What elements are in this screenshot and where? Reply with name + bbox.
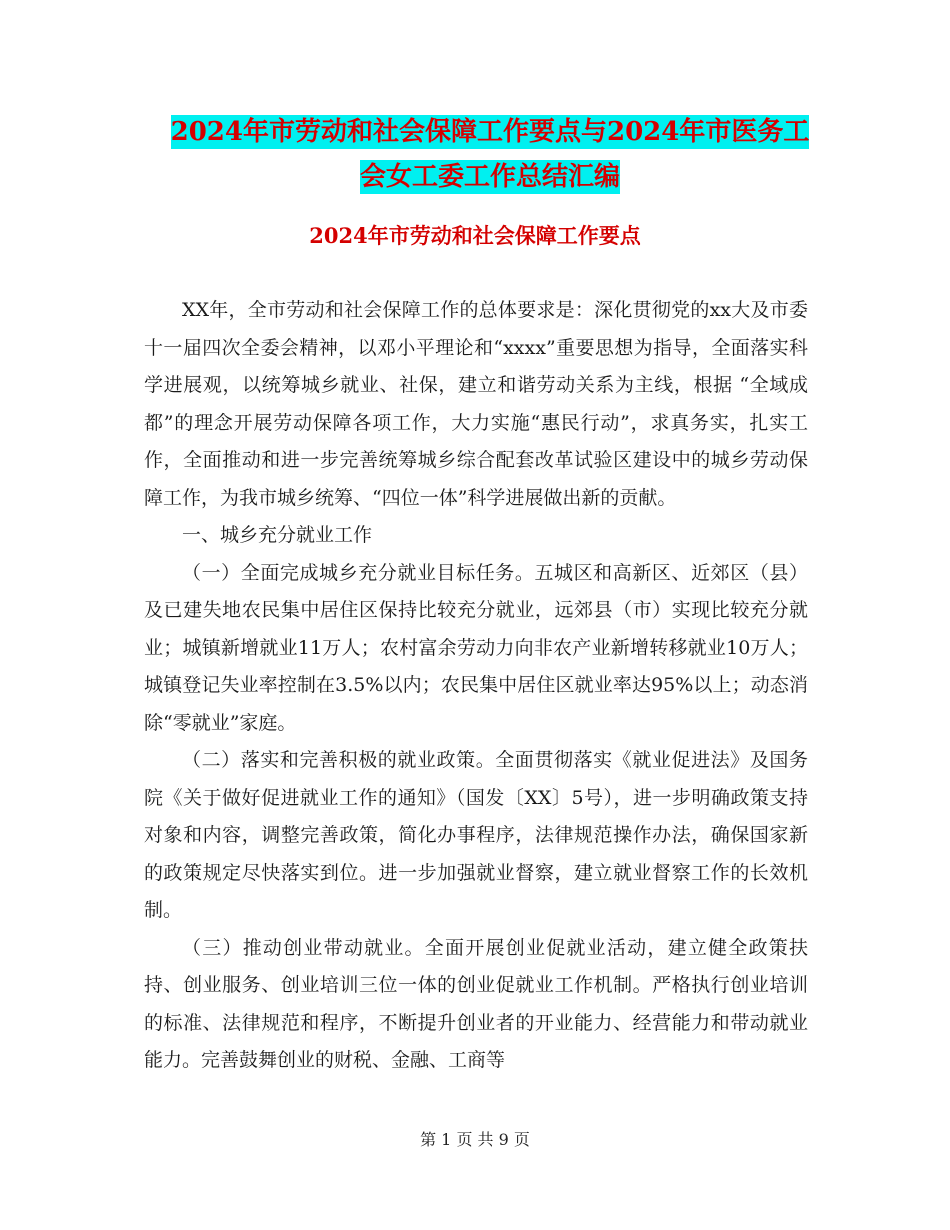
document-title-line1: 2024年市劳动和社会保障工作要点与2024年市医务工 xyxy=(170,117,810,147)
document-title-line2: 会女工委工作总结汇编 xyxy=(359,162,620,192)
heading-section-1: 一、城乡充分就业工作 xyxy=(182,524,373,546)
section-title: 2024年市劳动和社会保障工作要点 xyxy=(309,223,641,248)
paragraph-item-1: （一）全面完成城乡充分就业目标任务。五城区和高新区、近郊区（县）及已建失地农民集中居住区保持比较充分就业，远郊县（市）实现比较充分就业；城镇新增就业11万人；农村富余劳动力向非农产业新增转移就业10万人；城镇登记失业率控制在3.5%以内；农民集中居住区就业率达95%以上；动态消除“零就业”家庭。 xyxy=(144,561,808,734)
page-footer: 第 1 页 共 9 页 xyxy=(420,1130,530,1149)
paragraph-intro: XX年，全市劳动和社会保障工作的总体要求是：深化贯彻党的xx大及市委十一届四次全委会精神，以邓小平理论和“xxxx”重要思想为指导，全面落实科学进展观，以统筹城乡就业、社保，建立和谐劳动关系为主线，根据 “全域成都”的理念开展劳动保障各项工作，大力实施“惠民行动”，求真务实，扎实工作，全面推动和进一步完善统筹城乡综合配套改革试验区建设中的城乡劳动保障工作，为我市城乡统筹、“四位一体”科学进展做出新的贡献。 xyxy=(144,299,808,509)
document-title xyxy=(140,110,840,200)
paragraph-item-2: （二）落实和完善积极的就业政策。全面贯彻落实《就业促进法》及国务院《关于做好促进就业工作的通知》（国发〔XX〕5号），进一步明确政策支持对象和内容，调整完善政策，简化办事程序，法律规范操作办法，确保国家新的政策规定尽快落实到位。进一步加强就业督察，建立就业督察工作的长效机制。 xyxy=(144,749,808,921)
document-body xyxy=(144,292,808,1080)
paragraph-item-3: （三）推动创业带动就业。全面开展创业促就业活动，建立健全政策扶持、创业服务、创业培训三位一体的创业促就业工作机制。严格执行创业培训的标准、法律规范和程序，不断提升创业者的开业能力、经营能力和带动就业能力。完善鼓舞创业的财税、金融、工商等 xyxy=(144,936,808,1071)
